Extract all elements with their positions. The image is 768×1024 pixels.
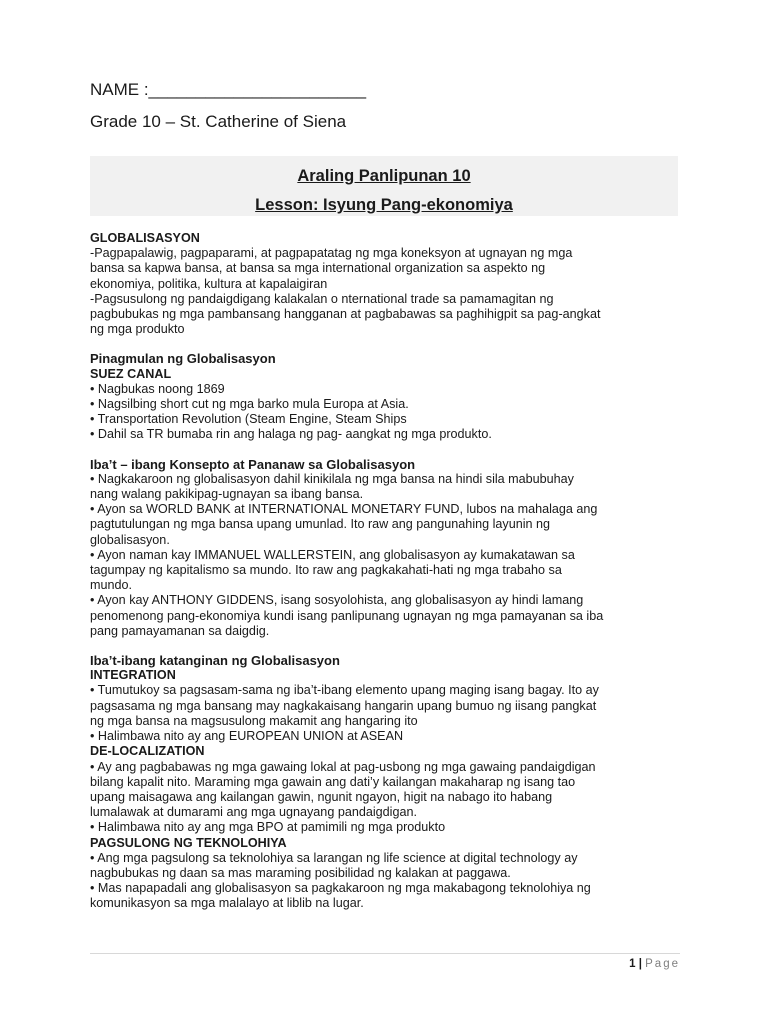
- text-line: • Nagsilbing short cut ng mga barko mula Europa at Asia.: [90, 397, 409, 412]
- page-footer: [629, 957, 680, 971]
- text-line: • Halimbawa nito ay ang EUROPEAN UNION at ASEAN: [90, 729, 404, 744]
- text-line: • Tumutukoy sa pagsasam-sama ng iba’t-ibang elemento upang maging isang bagay. Ito ay: [90, 683, 599, 698]
- page-label: Page: [645, 958, 680, 970]
- page-separator: |: [638, 958, 642, 970]
- text-line: • Nagbukas noong 1869: [90, 381, 225, 396]
- text-line: • Transportation Revolution (Steam Engine, Steam Ships: [90, 412, 407, 427]
- konsepto-heading: Iba’t – ibang Konsepto at Pananaw sa Globalisasyon: [90, 456, 416, 472]
- text-line: ng mga produkto: [90, 322, 185, 337]
- text-line: ng mga bansa na magsusulong makamit ang hangaring ito: [90, 713, 418, 728]
- grade-section-line: Grade 10 – St. Catherine of Siena: [90, 112, 347, 131]
- text-line: globalisasyon.: [90, 532, 170, 547]
- footer-divider: [90, 953, 680, 954]
- title-box: [90, 156, 678, 216]
- text-line: • Ayon sa WORLD BANK at INTERNATIONAL MONETARY FUND, lubos na mahalaga ang: [90, 502, 598, 517]
- delocalization-subheading: DE-LOCALIZATION: [90, 744, 205, 759]
- text-line: • Ang mga pagsulong sa teknolohiya sa larangan ng life science at digital technology ay: [90, 850, 578, 865]
- lesson-content: [90, 231, 680, 912]
- text-line: • Mas napapadali ang globalisasyon sa pagkakaroon ng mga makabagong teknolohiya ng: [90, 881, 591, 896]
- text-line: lumalawak at dumarami ang mga ugnayang pandaigdigan.: [90, 805, 417, 820]
- lesson-title: Lesson: Isyung Pang-ekonomiya: [255, 196, 513, 214]
- text-line: penomenong pang-ekonomiya kundi isang panlipunang ugnayan ng mga pamayanan sa iba: [90, 608, 604, 623]
- text-line: bansa sa kapwa bansa, at bansa sa mga international organization sa aspekto ng: [90, 261, 546, 276]
- name-line: NAME :_______________________: [90, 80, 367, 99]
- text-line: • Halimbawa nito ay ang mga BPO at pamimili ng mga produkto: [90, 820, 446, 835]
- globalisasyon-heading: GLOBALISASYON: [90, 231, 200, 245]
- text-line: pang pamayamanan sa daigdig.: [90, 623, 270, 638]
- text-line: tagumpay ng kapitalismo sa mundo. Ito raw ang pagkakahati-hati ng mga trabaho sa: [90, 563, 562, 578]
- text-line: • Ayon kay ANTHONY GIDDENS, isang sosyolohista, ang globalisasyon ay hindi lamang: [90, 593, 584, 608]
- pinagmulan-heading: Pinagmulan ng Globalisasyon: [90, 351, 276, 367]
- text-line: ekonomiya, politika, kultura at kapalaigiran: [90, 276, 328, 291]
- text-line: mundo.: [90, 578, 133, 593]
- text-line: • Nagkakaroon ng globalisasyon dahil kinikilala ng mga bansa na hindi sila mabubuhay: [90, 471, 574, 486]
- text-line: bilang kapalit nito. Maraming mga gawain ang dati’y kailangan makaharap ng isang tao: [90, 774, 576, 789]
- text-line: • Ayon naman kay IMMANUEL WALLERSTEIN, ang globalisasyon ay kumakatawan sa: [90, 547, 575, 562]
- subject-title: Araling Panlipunan 10: [297, 167, 471, 185]
- text-line: komunikasyon sa mga malalayo at liblib na lugar.: [90, 896, 364, 911]
- text-line: pagbubukas ng mga pambansang hangganan at pagbabawas sa paghihigpit sa pag-angkat: [90, 307, 601, 322]
- text-line: • Ay ang pagbabawas ng mga gawaing lokal at pag-usbong ng mga gawaing pandaigdigan: [90, 759, 596, 774]
- suez-canal-subheading: SUEZ CANAL: [90, 366, 172, 381]
- text-line: nagbubukas ng daan sa mas maraming posibilidad ng kalakan at paggawa.: [90, 865, 511, 880]
- text-line: upang maisagawa ang kailangan gawin, ngunit ngayon, higit na nabago ito habang: [90, 789, 553, 804]
- teknolohiya-subheading: PAGSULONG NG TEKNOLOHIYA: [90, 835, 287, 850]
- integration-subheading: INTEGRATION: [90, 668, 176, 683]
- text-line: -Pagpapalawig, pagpaparami, at pagpapatatag ng mga koneksyon at ugnayan ng mga: [90, 246, 573, 261]
- text-line: pagtutulungan ng mga bansa upang umunlad. Ito raw ang pangunahing layunin ng: [90, 517, 551, 532]
- page-number: 1: [629, 958, 636, 970]
- text-line: pagsasama ng mga bansang may nagkakaisang hangarin upang bumuo ng iisang pangkat: [90, 698, 597, 713]
- katanginan-heading: Iba’t-ibang katanginan ng Globalisasyon: [90, 653, 340, 669]
- text-line: • Dahil sa TR bumaba rin ang halaga ng pag- aangkat ng mga produkto.: [90, 427, 492, 442]
- text-line: -Pagsusulong ng pandaigdigang kalakalan o nternational trade sa pamamagitan ng: [90, 291, 554, 306]
- text-line: nang walang pakikipag-ugnayan sa ibang bansa.: [90, 487, 364, 502]
